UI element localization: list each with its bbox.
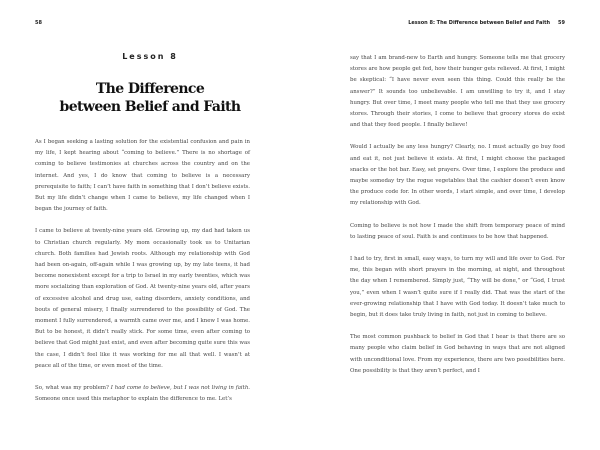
right-page [300,0,600,450]
italic-text: I had come to believe, but I was not living in faith. [110,385,251,392]
paragraph [35,383,250,405]
chapter-title-line-2: between Belief and Faith [59,99,241,115]
paragraph-text: Someone once used this metaphor to explain the difference to me. Let’s [35,396,232,403]
lesson-label: Lesson 8 [122,52,178,61]
chapter-title-line-1: The Difference [95,81,205,97]
paragraph: I had to try, first in small, easy ways, to turn my will and life over to God. For me, this began with short prayers in the morning, at night, and throughout the day when I remembered. Simply just, “Thy will be done,” or “God, I trust you,” even when I wasn’t quite sure if I really did. That was the start of the ever-growing relationship that I have with God today. It doesn’t take much to begin, but it does take truly living in faith, not just in coming to believe. [350,256,565,319]
paragraph: I came to believe at twenty-nine years old. Growing up, my dad had taken us to Christian church regularly. My mom occasionally took us to Unitarian church. Both families had Jewish roots. Although my relationship with God had been on-again, off-again while I was growing up, by my late teens, it had become nonexistent except for a trip to Israel in my early twenties, which was more socializing than exploration of God. At twenty-nine years old, after years of excessive alcohol and drug use, eating disorders, anxiety conditions, and bouts of general misery, I finally surrendered to the possibility of God. The moment I fully surrendered, a warmth came over me, and I knew I was home. But to be honest, it didn’t really stick. For some time, even after coming to believe that God might just exist, and even after becoming quite sure this was the case, I didn’t feel like it was working for me all that well. I wasn’t at peace all of the time, or even most of the time. [35,228,250,369]
page-number-right: 59 [558,20,565,26]
running-head-title: Lesson 8: The Difference between Belief and Faith [408,20,551,26]
paragraph: As I began seeking a lasting solution for the existential confusion and pain in my life, I kept hearing about “coming to believe.” There is no shortage of coming to believe testimonies at churches across the country and on the internet. And yes, I do know that coming to believe is a necessary prerequisite to faith; I can’t have faith in something that I don’t believe exists. But my life didn’t change when I came to believe, my life changed when I began the journey of faith. [35,139,250,213]
paragraph-text: So, what was my problem? [35,385,111,392]
page-number-left: 58 [35,20,42,26]
running-head [408,20,565,26]
paragraph: The most common pushback to belief in God that I hear is that there are so many people who claim belief in God behaving in ways that are not aligned with unconditional love. From my experience, there are two possibilities here. One possibility is that they aren’t perfect, and I [350,334,565,374]
paragraph: Would I actually be any less hungry? Clearly, no. I must actually go buy food and eat it, not just believe it exists. At first, I might choose the packaged snacks or the hot bar. Easy, set prayers. Over time, I explore the produce and maybe someday try the rogue vegetables that the cashier doesn’t even know the produce code for. In other words, I start simple, and over time, I develop my relationship with God. [350,144,565,207]
paragraph: Coming to believe is not how I made the shift from temporary peace of mind to lasting peace of soul. Faith is and continues to be how that happened. [350,222,565,240]
chapter-title [0,80,300,116]
left-body-text [35,137,250,416]
right-body-text [350,53,565,388]
paragraph: say that I am brand-new to Earth and hungry. Someone tells me that grocery stores are how people get fed, how their hunger gets relieved. At first, I might be skeptical: “I have never even seen this thing. Could this really be the answer?” It sounds too unbelievable. I am unwilling to try it, and I stay hungry. But over time, I meet many people who tell me that they use grocery stores. Through their stories, I come to believe that grocery stores do exist and that they feed people. I finally believe! [350,55,565,129]
